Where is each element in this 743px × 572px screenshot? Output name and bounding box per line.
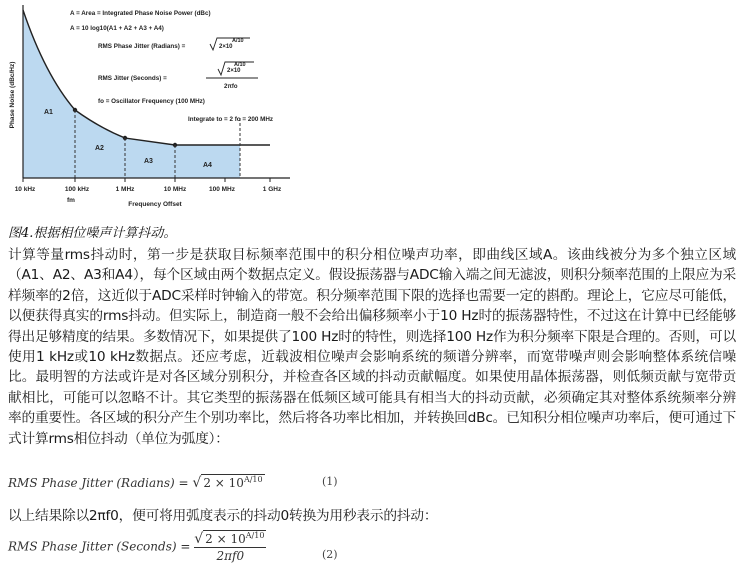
- svg-text:2×10: 2×10: [219, 44, 233, 50]
- legend-line: A = Area = Integrated Phase Noise Power (dBc): [70, 10, 211, 17]
- svg-text:A/10: A/10: [234, 62, 246, 68]
- tick-label: 1 MHz: [115, 186, 135, 193]
- figure-caption: 图4.根据相位噪声计算抖动。: [8, 226, 177, 241]
- equation-2: RMS Phase Jitter (Seconds) = $\frac{√ 2 \times 10^{A/10}}{2\pi f0}$: [8, 531, 265, 563]
- area-label: A2: [95, 145, 104, 152]
- area-label: A4: [203, 162, 212, 169]
- tick-label: 10 kHz: [14, 186, 36, 193]
- x-axis-label: Frequency Offset: [128, 201, 182, 208]
- svg-text:A/10: A/10: [232, 38, 244, 44]
- body-text: 以上结果除以2πf0，便可将用弧度表示的抖动0转换为用秒表示的抖动：: [8, 508, 438, 524]
- tick-label: 1 GHz: [262, 186, 282, 193]
- svg-text:2×10: 2×10: [227, 68, 241, 74]
- legend-line: A = 10 log10(A1 + A2 + A3 + A4): [70, 25, 164, 32]
- equation-number: (1): [322, 475, 338, 488]
- area-label: A1: [44, 109, 53, 116]
- y-axis-label: Phase Noise (dBc/Hz): [9, 61, 16, 129]
- legend-line: Integrate to = 2 fo = 200 MHz: [188, 116, 274, 123]
- body-paragraph: 计算等量rms抖动时，第一步是获取目标频率范围中的积分相位噪声功率，即曲线区域A。该曲线被分为多个独立区域（A1、A2、A3和A4），每个区域由两个数据点定义。假设振荡器与ADC输入端之间无滤波，则积分频率范围的上限应为采样频率的2倍，这近似于ADC采样时钟输入的带宽。积分频率范围下限的选择也需要一定的斟酌。理论上，它应尽可能低，以便获得真实的rms抖动。但实际上，制造商一般不会给出偏移频率小于10 Hz时的振荡器特性，不过这在计算中已经能够得出足够精度的结果。多数情况下，如果提供了100 Hz时的特性，则选择100 Hz作为积分频率下限是合理的。否则，可以使用1 kHz或10 kHz数据点。还应考虑，近载波相位噪声会影响系统的频谱分辨率，而宽带噪声则会影响整体系统信噪比。最明智的方法或许是对各区域分别积分，并检查各区域的抖动贡献幅度。如果使用晶体振荡器，则低频贡献与宽带贡献相比，可能可以忽略不计。其它类型的振荡器在低频区域可能具有相当大的抖动贡献，必须确定其对整体系统频率分辨率的重要性。各区域的积分产生个别功率比，然后将各功率比相加，并转换回dBc。已知积分相位噪声功率后，便可通过下式计算rms相位抖动（单位为弧度）：: [8, 247, 736, 447]
- equation-number: (2): [322, 548, 338, 561]
- tick-label: 100 MHz: [208, 186, 236, 193]
- legend-line: RMS Phase Jitter (Radians) =: [98, 43, 186, 50]
- integrated-area-fill: [23, 10, 240, 178]
- legend-line: RMS Jitter (Seconds) =: [98, 75, 167, 82]
- area-label: A3: [144, 158, 153, 165]
- phase-noise-figure: [0, 0, 300, 218]
- tick-label: 100 kHz: [64, 186, 90, 193]
- svg-text:2πfo: 2πfo: [224, 84, 238, 90]
- legend-line: fo = Oscillator Frequency (100 MHz): [98, 98, 205, 105]
- tick-label: 10 MHz: [163, 186, 187, 193]
- fm-label: fm: [67, 197, 75, 204]
- equation-1: RMS Phase Jitter (Radians) = √ $2 \times 10^{A/10}$: [8, 475, 263, 491]
